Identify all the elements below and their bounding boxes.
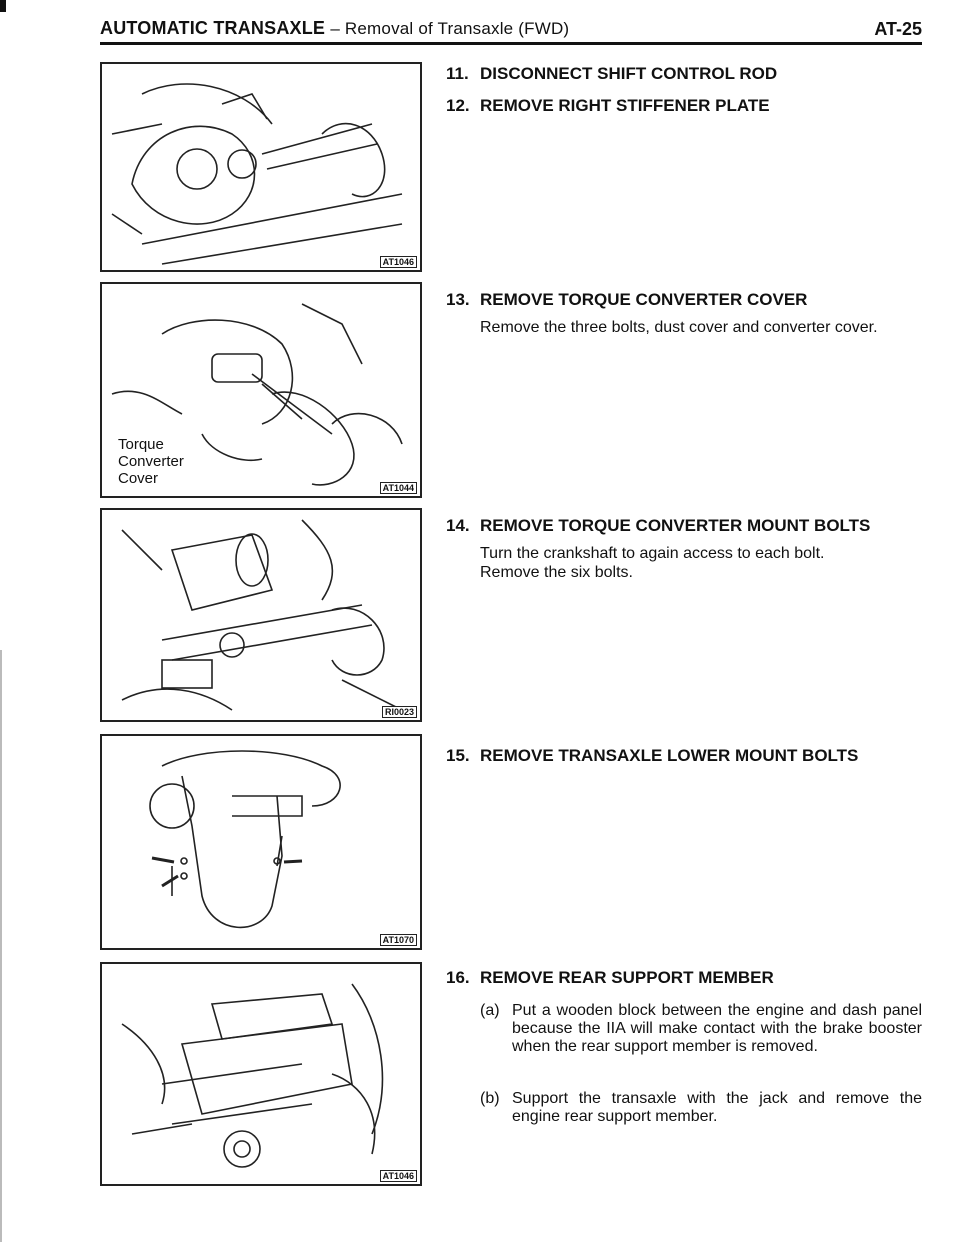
step-title: REMOVE TORQUE CONVERTER MOUNT BOLTS [480,516,871,535]
header-title [100,18,569,39]
figure-code: AT1046 [380,256,417,268]
step-title: DISCONNECT SHIFT CONTROL ROD [480,64,778,83]
step-11 [446,64,922,88]
sub-step-b [480,1090,922,1130]
figure-shift-control-rod [100,62,422,272]
step-number: 13. [446,290,470,309]
step-16 [446,968,922,1188]
step-15 [446,746,922,770]
header-subtitle: – Removal of Transaxle (FWD) [330,19,570,38]
sub-step-text: Support the transaxle with the jack and remove the engine rear support member. [512,1090,922,1125]
figure-code: AT1044 [380,482,417,494]
label-torque: Torque [118,436,164,453]
figure-lower-mount-bolts [100,734,422,950]
step-title: REMOVE REAR SUPPORT MEMBER [480,968,774,987]
label-cover: Cover [118,470,159,487]
figure-code: AT1070 [380,934,417,946]
page-corner-mark [0,0,6,12]
step-12 [446,96,922,120]
figure-mount-bolts [100,508,422,722]
page-edge [0,650,2,1242]
page-header [100,18,922,44]
figure-torque-converter-cover [100,282,422,498]
sub-step-a [480,1002,922,1078]
step-title: REMOVE RIGHT STIFFENER PLATE [480,96,770,115]
step-body: Remove the three bolts, dust cover and converter cover. [480,319,878,336]
label-converter: Converter [118,453,184,470]
header-title-main: AUTOMATIC TRANSAXLE [100,18,326,38]
step-number: 14. [446,516,470,535]
page-code: AT-25 [874,19,922,39]
lower-mount-illustration [102,736,420,948]
step-title: REMOVE TORQUE CONVERTER COVER [480,290,808,309]
shift-rod-illustration [102,64,420,270]
figure-code: RI0023 [382,706,417,718]
step-13 [446,290,922,350]
sub-step-letter: (a) [480,1002,500,1019]
step-14 [446,516,922,596]
sub-step-letter: (b) [480,1090,500,1107]
step-number: 12. [446,96,470,115]
step-number: 11. [446,64,469,83]
figure-code: AT1046 [380,1170,417,1182]
rear-support-illustration [102,964,420,1184]
step-number: 16. [446,968,470,987]
mount-bolts-illustration [102,510,420,720]
figure-rear-support-member [100,962,422,1186]
header-rule [100,42,922,45]
step-title: REMOVE TRANSAXLE LOWER MOUNT BOLTS [480,746,859,765]
step-number: 15. [446,746,470,765]
step-body: Turn the crankshaft to again access to each bolt. Remove the six bolts. [480,545,825,581]
sub-step-text: Put a wooden block between the engine and dash panel because the IIA will make contact with the brake booster when the rear support member is removed. [512,1002,922,1055]
